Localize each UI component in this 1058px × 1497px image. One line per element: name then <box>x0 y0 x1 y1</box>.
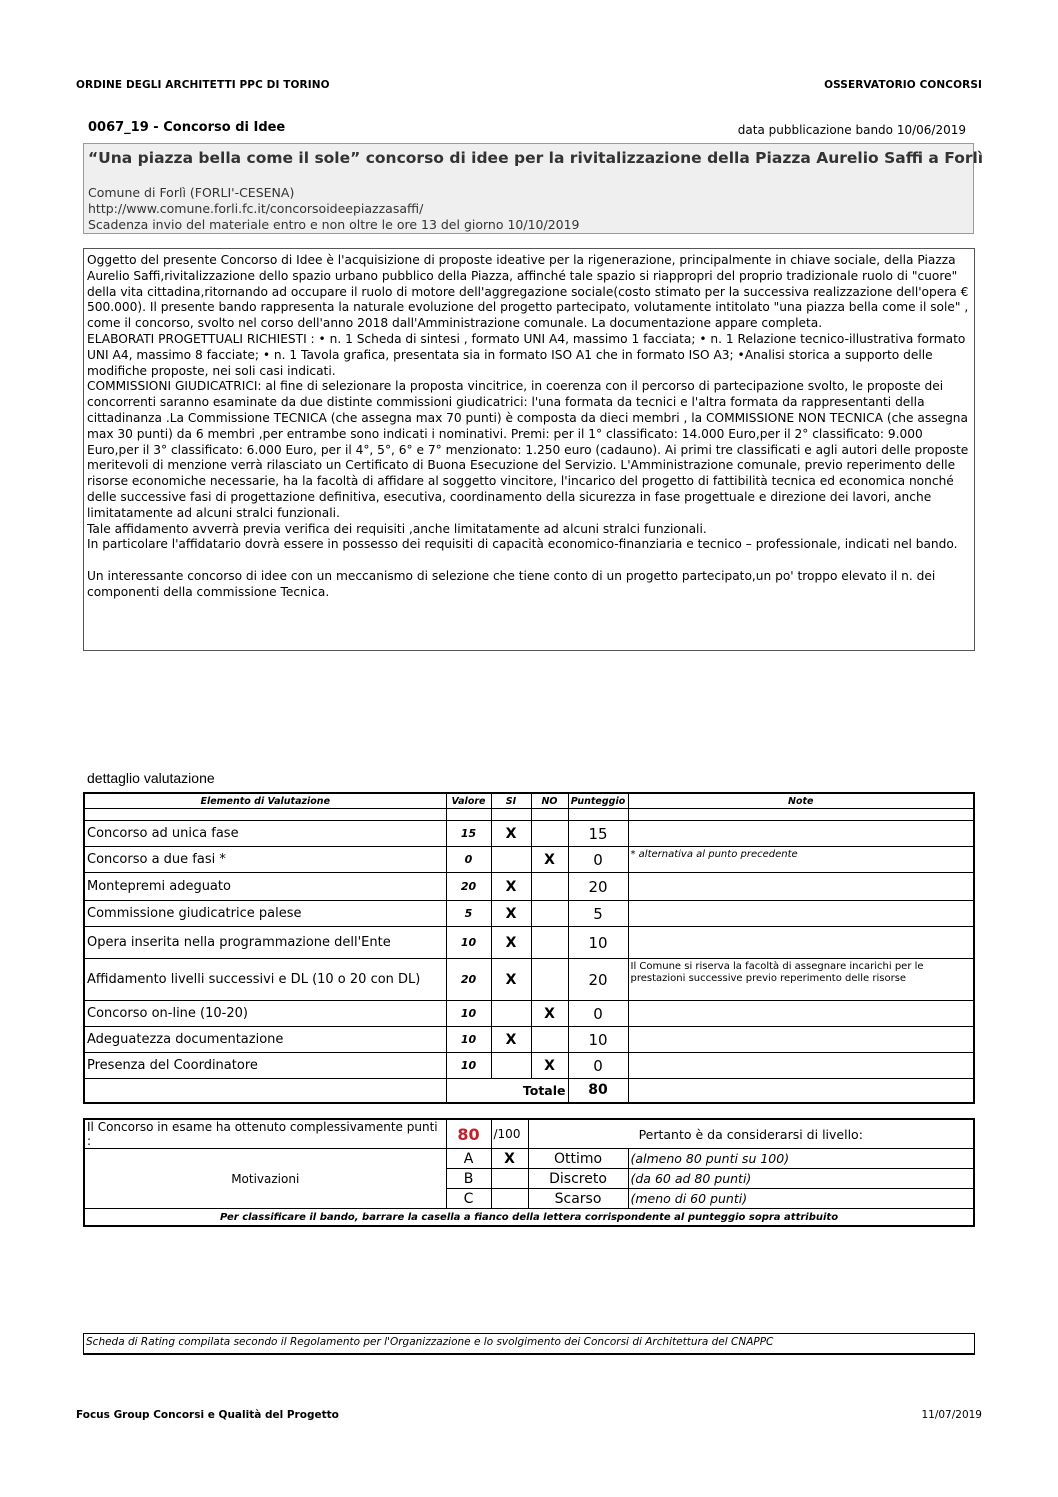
empty-cell <box>628 1079 974 1103</box>
no-checkbox[interactable]: X <box>531 1001 568 1027</box>
si-checkbox[interactable] <box>491 847 531 873</box>
note-cell <box>628 1027 974 1053</box>
score-cell: 15 <box>568 821 628 847</box>
element-cell: Affidamento livelli successivi e DL (10 o 20 con DL) <box>84 959 446 1001</box>
note-cell <box>628 927 974 959</box>
instruction-row <box>84 1209 974 1227</box>
rating-note: Scheda di Rating compilata secondo il Regolamento per l'Organizzazione e lo svolgimento dei Concorsi di Architettura del CNAPPC <box>83 1333 975 1355</box>
footer-date: 11/07/2019 <box>921 1409 982 1421</box>
table-row <box>84 1027 974 1053</box>
table-row <box>84 821 974 847</box>
table-row <box>84 847 974 873</box>
no-checkbox[interactable]: X <box>531 1053 568 1079</box>
empty-cell <box>628 809 974 821</box>
no-checkbox[interactable] <box>531 1027 568 1053</box>
description-paragraph: ELABORATI PROGETTUALI RICHIESTI : • n. 1 Scheda di sintesi , formato UNI A4, massimo 1 facciata; • n. 1 Relazione tecnico-illustrativa formato UNI A4, massimo 8 facciate; • n. 1 Tavola grafica, presentata sia in formato ISO A1 che in formato ISO A3; •Analisi storica a supporto delle modifiche proposte, nei soli casi indicati. <box>87 331 966 378</box>
score-cell: 10 <box>568 927 628 959</box>
column-header: Note <box>628 793 974 809</box>
si-checkbox[interactable]: X <box>491 821 531 847</box>
empty-cell <box>568 809 628 821</box>
level-label: Pertanto è da considerarsi di livello: <box>528 1119 974 1149</box>
total-value: 80 <box>568 1079 628 1103</box>
note-cell <box>628 873 974 901</box>
description-comment: Un interessante concorso di idee con un meccanismo di selezione che tiene conto di un progetto partecipato,un po' troppo elevato il n. dei componenti della commissione Tecnica. <box>87 568 936 599</box>
obtained-label: Il Concorso in esame ha ottenuto complessivamente punti : <box>84 1119 446 1149</box>
description-box <box>83 248 975 651</box>
footer-group: Focus Group Concorsi e Qualità del Progetto <box>76 1409 339 1421</box>
section-header: OSSERVATORIO CONCORSI <box>824 79 982 91</box>
no-checkbox[interactable] <box>531 901 568 927</box>
note-cell: Il Comune si riserva la facoltà di assegnare incarichi per le prestazioni successive previo reperimento delle risorse <box>628 959 974 1001</box>
level-name: Scarso <box>528 1189 628 1209</box>
element-cell: Concorso on-line (10-20) <box>84 1001 446 1027</box>
competition-entity: Comune di Forlì (FORLI'-CESENA) <box>88 185 295 200</box>
competition-code: 0067_19 - Concorso di Idee <box>88 120 286 135</box>
si-checkbox[interactable]: X <box>491 959 531 1001</box>
table-row <box>84 927 974 959</box>
empty-cell <box>446 809 491 821</box>
organization-header: ORDINE DEGLI ARCHITETTI PPC DI TORINO <box>76 79 330 91</box>
total-label: Totale <box>446 1079 568 1103</box>
si-checkbox[interactable]: X <box>491 901 531 927</box>
level-range: (meno di 60 punti) <box>628 1189 974 1209</box>
element-cell: Concorso ad unica fase <box>84 821 446 847</box>
note-cell <box>628 1001 974 1027</box>
column-header: Punteggio <box>568 793 628 809</box>
note-cell <box>628 1053 974 1079</box>
summary-score-row <box>84 1119 974 1149</box>
table-row <box>84 901 974 927</box>
classification-instruction: Per classificare il bando, barrare la casella a fianco della lettera corrispondente al punteggio sopra attribuito <box>84 1209 974 1227</box>
note-cell <box>628 821 974 847</box>
competition-title: “Una piazza bella come il sole” concorso di idee per la rivitalizzazione della Piazza Aurelio Saffi a Forlì <box>88 149 984 167</box>
competition-info-box <box>83 143 984 234</box>
level-checkbox[interactable] <box>491 1189 528 1209</box>
score-cell: 0 <box>568 1053 628 1079</box>
evaluation-table <box>83 792 975 1104</box>
level-range: (almeno 80 punti su 100) <box>628 1149 974 1169</box>
publication-date: data pubblicazione bando 10/06/2019 <box>737 123 966 137</box>
value-cell: 10 <box>446 1053 491 1079</box>
note-cell: * alternativa al punto precedente <box>628 847 974 873</box>
value-cell: 10 <box>446 1027 491 1053</box>
level-letter: B <box>446 1169 491 1189</box>
description-paragraph: In particolare l'affidatario dovrà essere in possesso dei requisiti di capacità economico-finanziaria e tecnico – professionale, indicati nel bando. <box>87 537 958 552</box>
note-cell <box>628 901 974 927</box>
value-cell: 10 <box>446 927 491 959</box>
si-checkbox[interactable]: X <box>491 927 531 959</box>
score-cell: 0 <box>568 847 628 873</box>
level-name: Discreto <box>528 1169 628 1189</box>
level-row <box>84 1149 974 1169</box>
out-of-label: /100 <box>491 1119 528 1149</box>
element-cell: Montepremi adeguato <box>84 873 446 901</box>
spacer <box>87 553 971 569</box>
score-cell: 20 <box>568 873 628 901</box>
value-cell: 0 <box>446 847 491 873</box>
description-paragraph: COMMISSIONI GIUDICATRICI: al fine di selezionare la proposta vincitrice, in coerenza con il percorso di partecipazione svolto, le proposte dei concorrenti saranno esaminate da due distinte commissioni giudicatrici: l'una formata da tecnici e l'altra formata da rappresentanti della cittadinanza .La Commissione TECNICA (che assegna max 70 punti) è composta da dieci membri , la COMMISSIONE NON TECNICA (che assegna max 30 punti) da 6 membri ,per entrambe sono indicati i nominativi. Premi: per il 1° classificato: 14.000 Euro,per il 2° classificato: 9.000 Euro,per il 3° classificato: 6.000 Euro, per il 4°, 5°, 6° e 7° menzionato: 1.250 euro (cadauno). Ai primi tre classificati e agli autori delle proposte meritevoli di menzione verrà rilasciato un Certificato di Buona Esecuzione del Servizio. L'Amministrazione comunale, previo reperimento delle risorse economiche necessarie, ha la facoltà di affidare al soggetto vincitore, l'incarico del progetto di fattibilità tecnica ed economica nonché delle successive fasi di progettazione definitiva, esecutiva, coordinamento della sicurezza in fase progettuale e direzione dei lavori, anche limitatamente ad alcuni stralci funzionali. <box>87 379 969 520</box>
competition-deadline: Scadenza invio del materiale entro e non oltre le ore 13 del giorno 10/10/2019 <box>88 217 580 232</box>
no-checkbox[interactable]: X <box>531 847 568 873</box>
empty-row <box>84 809 974 821</box>
value-cell: 5 <box>446 901 491 927</box>
level-range: (da 60 ad 80 punti) <box>628 1169 974 1189</box>
value-cell: 10 <box>446 1001 491 1027</box>
element-cell: Adeguatezza documentazione <box>84 1027 446 1053</box>
column-header: SI <box>491 793 531 809</box>
no-checkbox[interactable] <box>531 821 568 847</box>
element-cell: Concorso a due fasi * <box>84 847 446 873</box>
total-row <box>84 1079 974 1103</box>
table-row <box>84 1001 974 1027</box>
motivations-label: Motivazioni <box>84 1149 446 1209</box>
description-paragraph: Tale affidamento avverrà previa verifica dei requisiti ,anche limitatamente ad alcuni stralci funzionali. <box>87 521 707 536</box>
competition-url[interactable]: http://www.comune.forli.fc.it/concorsoideepiazzasaffi/ <box>88 201 424 216</box>
level-letter: C <box>446 1189 491 1209</box>
empty-cell <box>84 1079 446 1103</box>
no-checkbox[interactable] <box>531 927 568 959</box>
value-cell: 20 <box>446 959 491 1001</box>
table-row <box>84 959 974 1001</box>
score-cell: 10 <box>568 1027 628 1053</box>
level-checkbox[interactable] <box>491 1169 528 1189</box>
si-checkbox[interactable] <box>491 1053 531 1079</box>
column-header: Valore <box>446 793 491 809</box>
description-paragraph: Oggetto del presente Concorso di Idee è l'acquisizione di proposte ideative per la rigenerazione, principalmente in chiave sociale, della Piazza Aurelio Saffi,rivitalizzazione dello spazio urbano pubblico della Piazza, affinché tale spazio si riappropri del proprio tradizionale ruolo di "cuore" della vita cittadina,ritornando ad occupare il ruolo di motore dell'aggregazione sociale(costo stimato per la successiva realizzazione dell'opera € 500.000). Il presente bando rappresenta la naturale evoluzione del progetto partecipato, volutamente intitolato "una piazza bella come il sole" , come il concorso, svolto nel corso dell'anno 2018 dall'Amministrazione comunale. La documentazione appare completa. <box>87 253 969 331</box>
obtained-score: 80 <box>446 1119 491 1149</box>
element-cell: Opera inserita nella programmazione dell'Ente <box>84 927 446 959</box>
no-checkbox[interactable] <box>531 873 568 901</box>
empty-cell <box>491 809 531 821</box>
si-checkbox[interactable]: X <box>491 873 531 901</box>
evaluation-section-title: dettaglio valutazione <box>87 770 215 786</box>
column-header: Elemento di Valutazione <box>84 793 446 809</box>
table-row <box>84 873 974 901</box>
element-cell: Presenza del Coordinatore <box>84 1053 446 1079</box>
si-checkbox[interactable]: X <box>491 1027 531 1053</box>
score-cell: 5 <box>568 901 628 927</box>
level-letter: A <box>446 1149 491 1169</box>
column-header: NO <box>531 793 568 809</box>
table-header-row <box>84 793 974 809</box>
level-name: Ottimo <box>528 1149 628 1169</box>
value-cell: 15 <box>446 821 491 847</box>
value-cell: 20 <box>446 873 491 901</box>
empty-cell <box>84 809 446 821</box>
level-checkbox[interactable]: X <box>491 1149 528 1169</box>
element-cell: Commissione giudicatrice palese <box>84 901 446 927</box>
si-checkbox[interactable] <box>491 1001 531 1027</box>
table-row <box>84 1053 974 1079</box>
empty-cell <box>531 809 568 821</box>
score-cell: 20 <box>568 959 628 1001</box>
score-cell: 0 <box>568 1001 628 1027</box>
no-checkbox[interactable] <box>531 959 568 1001</box>
summary-table <box>83 1118 975 1227</box>
